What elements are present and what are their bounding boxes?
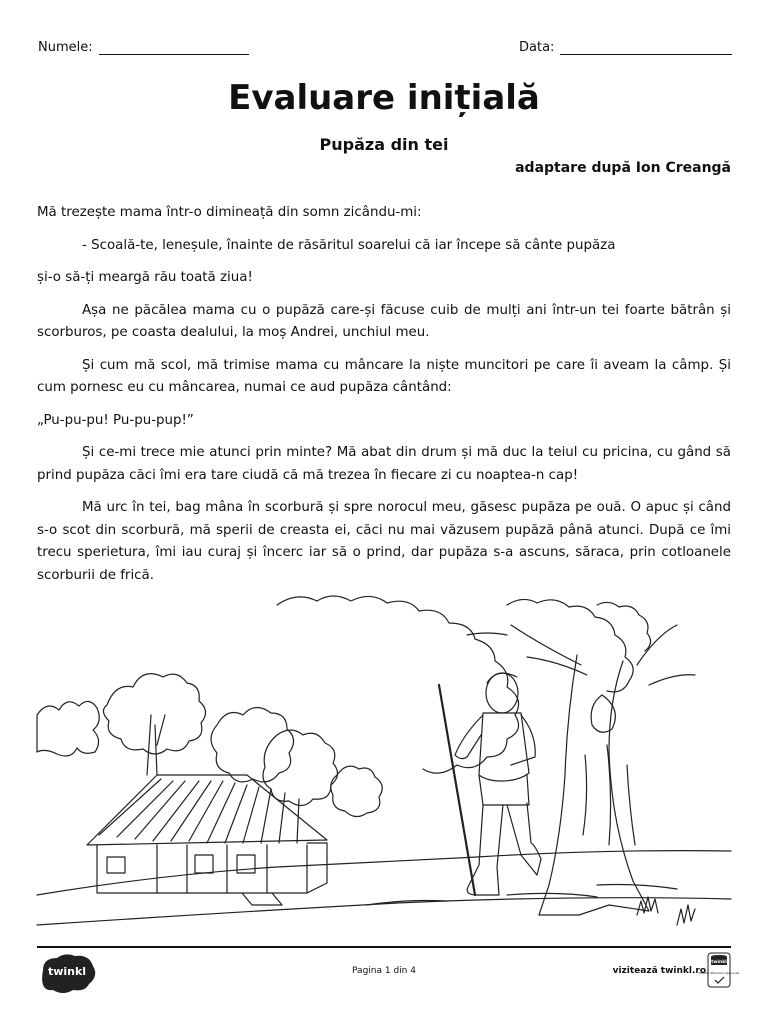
story-text (37, 202, 731, 597)
paragraph: Mă trezește mama într-o dimineață din somn zicându-mi: (37, 205, 422, 220)
bushes-illustration (37, 674, 382, 817)
story-title: Pupăza din tei (319, 135, 449, 154)
paragraph: Așa ne păcălea mama cu o pupăză care-și făcuse cuib de mulți ani într-un tei foarte bătrân și scorburos, pe coasta dealului, la moș Andrei, unchiul meu. (37, 302, 731, 340)
paragraph: Mă urc în tei, bag mâna în scorbură și spre norocul meu, găsesc pupăza pe ouă. O apuc și când s-o scot din scorbură, mă sperii de creasta ei, căci nu mai văzusem pupăză până atunci. După ce îmi trecu sperietura, îmi iau curaj și încerc iar să o prind, dar pupăza s-a ascuns, săraca, prin cotloanele scorburii de frică. (37, 500, 731, 583)
badge-caption: Quality Standard Approved (698, 971, 740, 975)
name-label: Numele: (38, 40, 93, 55)
name-line (99, 40, 249, 55)
page-title: Evaluare inițială (228, 78, 540, 118)
date-field (519, 40, 732, 55)
badge-text: twinkl (711, 960, 727, 965)
paragraph: - Scoală-te, leneșule, înainte de răsăritul soarelui că iar începe să cânte pupăza (82, 237, 616, 253)
quality-badge-icon (698, 952, 740, 988)
site-link[interactable]: vizitează twinkl.ro (612, 966, 706, 976)
story-illustration (37, 595, 731, 940)
paragraph: și-o să-ți meargă rău toată ziua! (37, 270, 253, 285)
paragraph: Și ce-mi trece mie atunci prin minte? Mă abat din drum și mă duc la teiul cu pricina, cu gând să prind pupăza căci îmi era tare ciudă că mă trezea în fiecare zi cu noaptea-n cap! (37, 445, 731, 483)
tree-illustration (277, 596, 695, 915)
footer-divider (37, 946, 731, 948)
name-field (38, 40, 249, 55)
date-label: Data: (519, 40, 555, 55)
boy-illustration (439, 673, 541, 895)
attribution: adaptare după Ion Creangă (515, 160, 731, 176)
house-illustration (87, 775, 327, 905)
paragraph: „Pu-pu-pu! Pu-pu-pup!” (37, 412, 194, 428)
paragraph: Și cum mă scol, mă trimise mama cu mâncare la niște muncitori pe care îi aveam la câmp. Și cum pornesc eu cu mâncarea, numai ce aud pupăza cântând: (37, 357, 731, 395)
date-line (560, 40, 732, 55)
logo-text: twinkl (47, 965, 87, 978)
page-number: Pagina 1 din 4 (352, 966, 416, 976)
